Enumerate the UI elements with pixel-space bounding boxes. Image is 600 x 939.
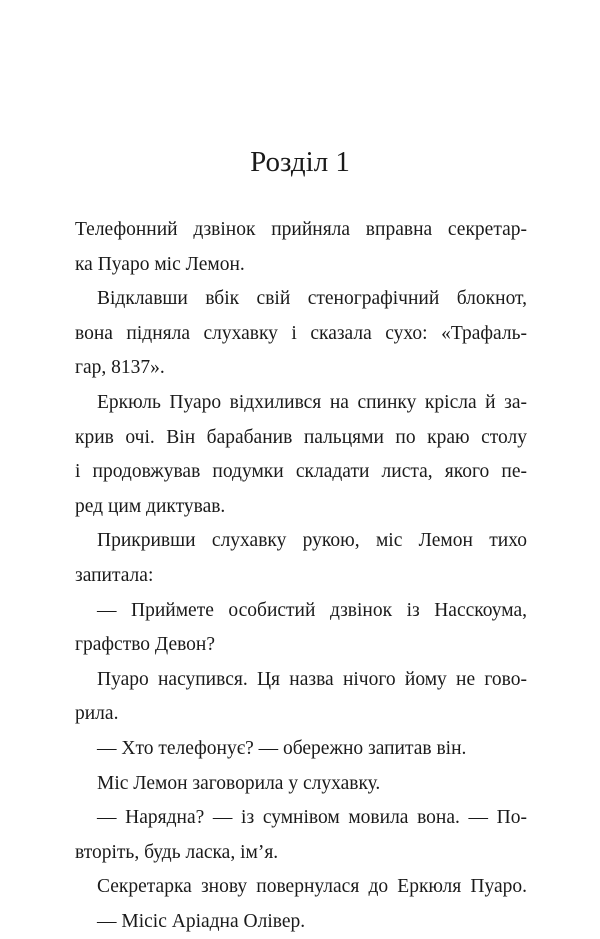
text-line: — Хто телефонує? — обережно запитав він. <box>97 737 467 759</box>
text-line: вона підняла слухавку і сказала сухо: «Трафаль- <box>75 322 527 344</box>
text-line: — Приймете особистий дзвінок із Насскоума, <box>97 599 527 621</box>
text-line: ка Пуаро міс Лемон. <box>75 253 245 275</box>
text-line: рила. <box>75 703 119 725</box>
text-line: графство Девон? <box>75 634 216 656</box>
text-line: — Місіс Аріадна Олівер. <box>97 910 306 932</box>
text-line: крив очі. Він барабанив пальцями по краю столу <box>75 426 527 448</box>
text-line: Телефонний дзвінок прийняла вправна секретар- <box>75 219 527 240</box>
chapter-title: Розділ 1 <box>250 146 350 178</box>
text-line: запитала: <box>75 564 154 586</box>
chapter-body <box>75 213 527 939</box>
text-line: гар, 8137». <box>75 357 165 379</box>
text-line: ред цим диктував. <box>75 495 226 517</box>
text-line: Прикривши слухавку рукою, міс Лемон тихо <box>97 530 527 552</box>
text-line: Еркюль Пуаро відхилився на спинку крісла й за- <box>97 391 527 413</box>
text-line: Міс Лемон заговорила у слухавку. <box>97 772 381 794</box>
text-line: Пуаро насупився. Ця назва нічого йому не гово- <box>97 668 527 690</box>
text-line: — Нарядна? — із сумнівом мовила вона. — По- <box>97 807 527 829</box>
text-line: Відклавши вбік свій стенографічний блокнот, <box>97 288 527 310</box>
text-line: і продовжував подумки складати листа, якого пе- <box>75 461 527 483</box>
text-line: вторіть, будь ласка, ім’я. <box>75 841 279 863</box>
text-line: Секретарка знову повернулася до Еркюля Пуаро. <box>97 876 527 898</box>
